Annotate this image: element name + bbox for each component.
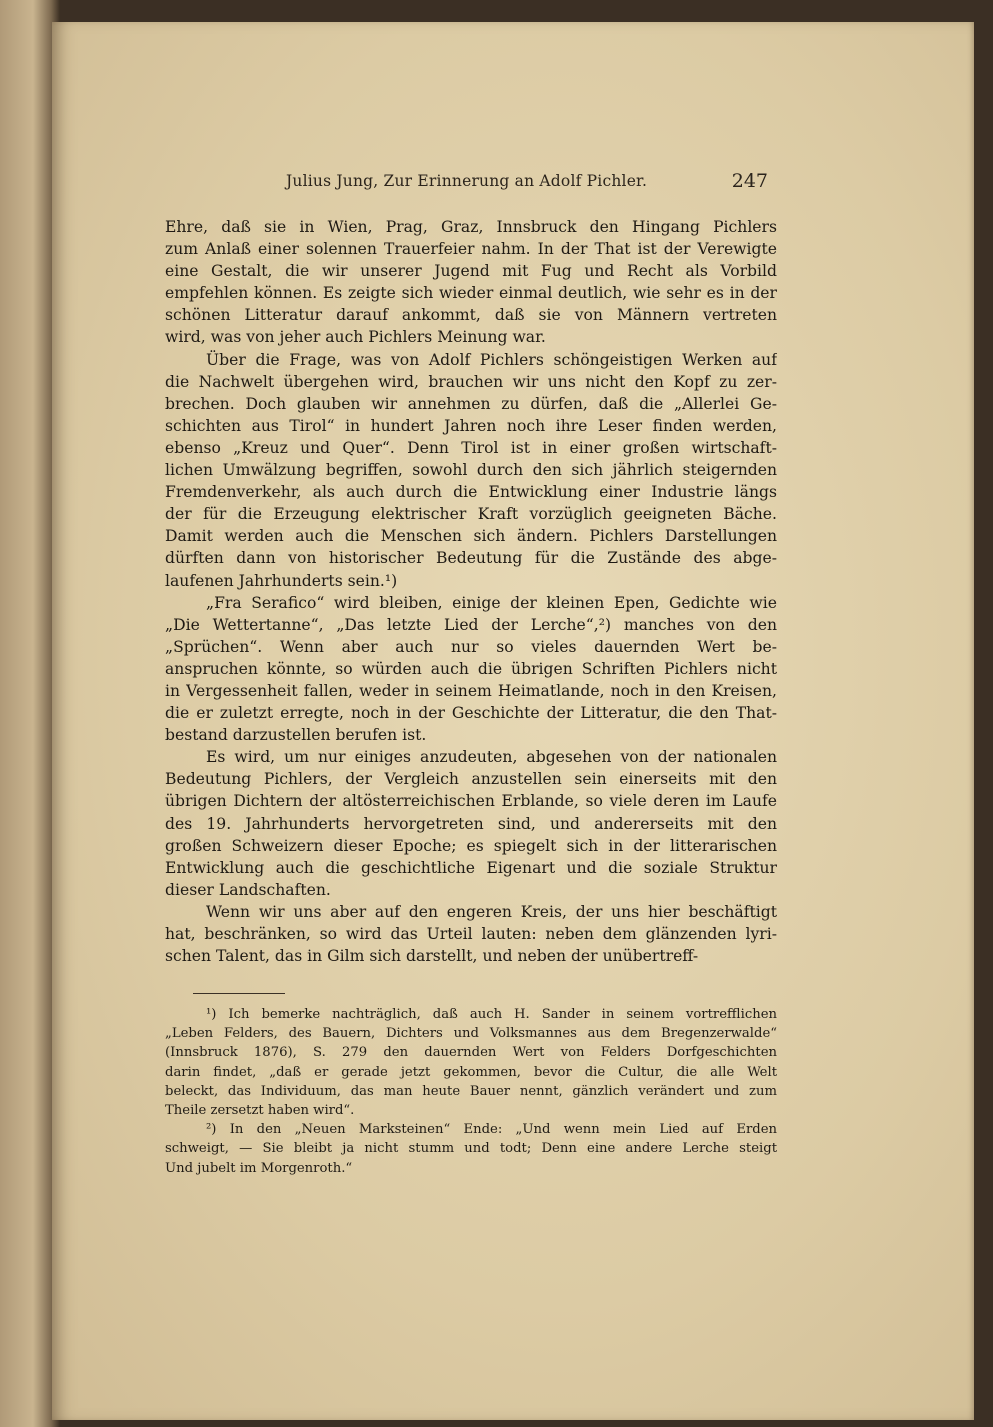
text-line: zum Anlaß einer solennen Trauerfeier nahm. In der That ist der Verewigte (165, 240, 777, 259)
text-line: Bedeutung Pichlers, der Vergleich anzustellen sein einerseits mit den (165, 770, 777, 789)
text-line: laufenen Jahrhunderts sein.¹) (165, 571, 398, 590)
body-text (165, 216, 777, 967)
text-line: bestand darzustellen berufen ist. (165, 726, 427, 745)
text-line: „Fra Serafico“ wird bleiben, einige der kleinen Epen, Gedichte wie (206, 593, 777, 612)
paragraph (165, 901, 777, 967)
paragraph (165, 746, 777, 901)
text-line: ebenso „Kreuz und Quer“. Denn Tirol ist in einer großen wirtschaft- (165, 438, 777, 457)
text-line: in Vergessenheit fallen, weder in seinem Heimatlande, noch in den Kreisen, (165, 681, 777, 700)
text-line: lichen Umwälzung begriffen, sowohl durch den sich jährlich steigernden (165, 461, 777, 480)
text-line: Ehre, daß sie in Wien, Prag, Graz, Innsbruck den Hingang Pichlers (165, 218, 777, 236)
text-line: anspruchen könnte, so würden auch die übrigen Schriften Pichlers nicht (165, 659, 777, 678)
footnote (165, 1120, 777, 1178)
footnotes (165, 1005, 777, 1178)
footnote-line: (Innsbruck 1876), S. 279 den dauernden Wert von Felders Dorfgeschichten (165, 1045, 777, 1061)
text-line: empfehlen können. Es zeigte sich wieder einmal deutlich, wie sehr es in der (165, 284, 777, 303)
footnote-divider (193, 993, 285, 994)
text-line: schönen Litteratur darauf ankommt, daß sie von Männern vertreten (165, 306, 777, 325)
text-line: die er zuletzt erregte, noch in der Geschichte der Litteratur, die den That- (165, 704, 777, 723)
footnote-line: Und jubelt im Morgenroth.“ (165, 1160, 353, 1176)
footnote-line: beleckt, das Individuum, das man heute Bauer nennt, gänzlich verändert und zum (165, 1083, 777, 1099)
text-line: schen Talent, das in Gilm sich darstellt, und neben der unübertreff- (165, 947, 699, 966)
text-line: Über die Frage, was von Adolf Pichlers schöngeistigen Werken auf (206, 350, 777, 369)
page-number: 247 (731, 170, 768, 192)
paragraph (165, 592, 777, 747)
footnote-line: darin findet, „daß er gerade jetzt gekommen, bevor die Cultur, die alle Welt (165, 1064, 777, 1080)
footnote (165, 1005, 777, 1120)
footnote-line: Theile zersetzt haben wird“. (165, 1102, 355, 1118)
text-line: dürften dann von historischer Bedeutung für die Zustände des abge- (165, 549, 777, 568)
previous-page-edge (0, 0, 60, 1427)
footnote-line: schweigt, — Sie bleibt ja nicht stumm und todt; Denn eine andere Lerche steigt (165, 1141, 777, 1157)
text-line: des 19. Jahrhunderts hervorgetreten sind, und andererseits mit den (165, 814, 777, 833)
text-line: eine Gestalt, die wir unserer Jugend mit Fug und Recht als Vorbild (165, 262, 777, 281)
text-line: „Sprüchen“. Wenn aber auch nur so vieles dauernden Wert be- (165, 637, 777, 656)
text-line: Es wird, um nur einiges anzudeuten, abgesehen von der nationalen (206, 748, 777, 767)
text-line: „Die Wettertanne“, „Das letzte Lied der Lerche“,²) manches von den (165, 615, 777, 634)
text-line: Entwicklung auch die geschichtliche Eigenart und die soziale Struktur (165, 858, 777, 877)
footnote-line: ²) In den „Neuen Marksteinen“ Ende: „Und wenn mein Lied auf Erden (206, 1122, 777, 1138)
text-line: schichten aus Tirol“ in hundert Jahren noch ihre Leser finden werden, (165, 416, 777, 435)
running-title: Julius Jung, Zur Erinnerung an Adolf Pichler. (286, 172, 648, 190)
text-line: übrigen Dichtern der altösterreichischen Erblande, so viele deren im Laufe (165, 792, 777, 811)
text-line: Wenn wir uns aber auf den engeren Kreis, der uns hier beschäftigt (206, 902, 777, 921)
footnote-line: „Leben Felders, des Bauern, Dichters und Volksmannes aus dem Bregenzerwalde“ (165, 1026, 777, 1042)
text-line: Fremdenverkehr, als auch durch die Entwicklung einer Industrie längs (165, 483, 777, 502)
text-line: großen Schweizern dieser Epoche; es spiegelt sich in der litterarischen (165, 836, 777, 855)
footnote-line: ¹) Ich bemerke nachträglich, daß auch H. Sander in seinem vortrefflichen (206, 1007, 777, 1022)
text-line: brechen. Doch glauben wir annehmen zu dürfen, daß die „Allerlei Ge- (165, 394, 777, 413)
text-line: Damit werden auch die Menschen sich ändern. Pichlers Darstellungen (165, 527, 777, 546)
text-line: wird, was von jeher auch Pichlers Meinung war. (165, 328, 546, 347)
page-header (286, 172, 768, 198)
paragraph (165, 349, 777, 592)
text-line: hat, beschränken, so wird das Urteil lauten: neben dem glänzenden lyri- (165, 925, 777, 943)
text-line: dieser Landschaften. (165, 880, 331, 899)
text-line: die Nachwelt übergehen wird, brauchen wir uns nicht den Kopf zu zer- (165, 372, 777, 391)
text-line: der für die Erzeugung elektrischer Kraft vorzüglich geeigneten Bäche. (165, 505, 777, 524)
paragraph (165, 216, 777, 349)
